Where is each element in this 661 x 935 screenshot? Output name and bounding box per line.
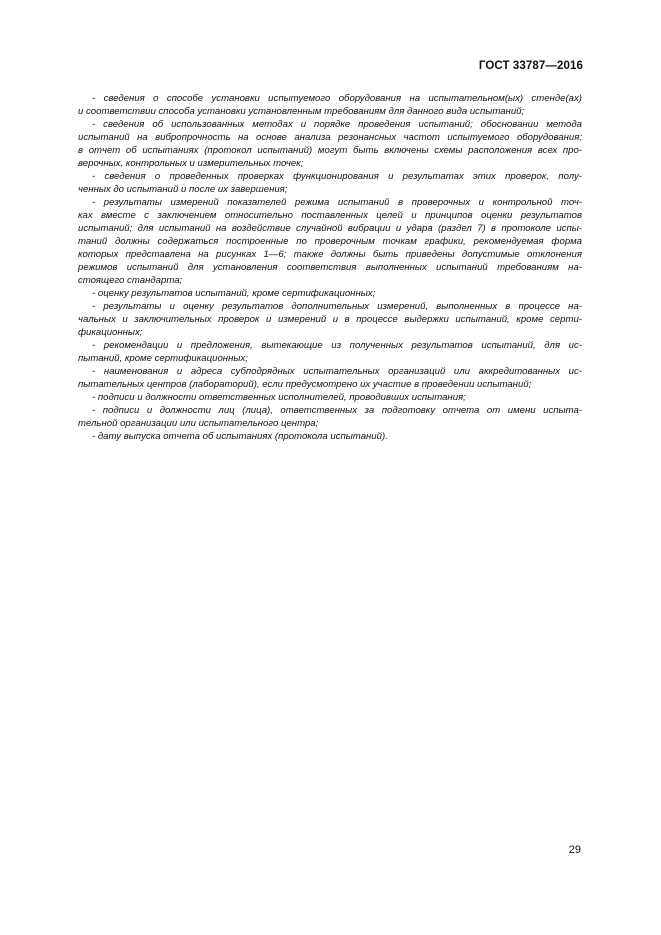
text-line: ках вместе с заключением относительно поставленных целей и принципов оценки результатов bbox=[78, 210, 582, 221]
text-line: испытаний; для испытаний на воздействие случайной вибрации и удара (раздел 7) в протоколе испы- bbox=[78, 223, 582, 234]
list-item bbox=[78, 365, 582, 391]
text-line: которых представлена на рисунках 1—6; также должны быть приведены допустимые отклонения bbox=[78, 249, 582, 260]
text-line: - результаты и оценку результатов дополнительных измерений, выполненных в процессе на- bbox=[92, 301, 582, 312]
text-line: чальных и заключительных проверок и измерений и в процессе выдержки испытаний, кроме серти- bbox=[78, 314, 582, 325]
text-line: режимов испытаний для установления соответствия выполненных испытаний требованиям на- bbox=[78, 262, 582, 273]
text-line: - сведения об использованных методах и порядке проведения испытаний; обосновании метода bbox=[92, 119, 582, 130]
list-item bbox=[78, 300, 582, 339]
text-line: - результаты измерений показателей режима испытаний в проверочных и контрольной точ- bbox=[92, 197, 582, 208]
text-line: и соответствии способа установки установленным требованиям для данного вида испытаний; bbox=[78, 106, 525, 117]
text-line: - рекомендации и предложения, вытекающие из полученных результатов испытаний, для ис- bbox=[92, 340, 582, 351]
text-line: пытательных центров (лабораторий), если предусмотрено их участие в проведении испытаний; bbox=[78, 379, 532, 390]
text-line: ченных до испытаний и после их завершения; bbox=[78, 184, 288, 195]
text-line: - наименования и адреса субподрядных испытательных организаций или аккредитованных ис- bbox=[92, 366, 582, 377]
text-line: - оценку результатов испытаний, кроме сертификационных; bbox=[92, 288, 376, 299]
text-line: пытаний, кроме сертификационных; bbox=[78, 353, 248, 364]
list-item bbox=[78, 391, 582, 404]
text-line: тельной организации или испытательного центра; bbox=[78, 418, 319, 429]
list-item bbox=[78, 287, 582, 300]
list-item bbox=[78, 404, 582, 430]
text-line: - дату выпуска отчета об испытаниях (протокола испытаний). bbox=[92, 431, 388, 442]
text-line: таний должны содержаться построенные по проверочным точкам графики, рекомендуемая форма bbox=[78, 236, 582, 247]
text-line: - подписи и должности ответственных исполнителей, проводивших испытания; bbox=[92, 392, 466, 403]
list-item bbox=[78, 196, 582, 287]
document-body bbox=[78, 92, 582, 443]
document-standard-code: ГОСТ 33787—2016 bbox=[478, 60, 583, 72]
text-line: в отчет об испытаниях (протокол испытаний) могут быть включены схемы расположения всех про- bbox=[78, 145, 582, 156]
text-line: - сведения о проведенных проверках функционирования и результатах этих проверок, полу- bbox=[92, 171, 582, 182]
list-item bbox=[78, 430, 582, 443]
text-line: верочных, контрольных и измерительных точек; bbox=[78, 158, 304, 169]
text-line: фикационных; bbox=[78, 327, 143, 338]
text-line: стоящего стандарта; bbox=[78, 275, 183, 286]
list-item bbox=[78, 339, 582, 365]
text-line: - подписи и должности лиц (лица), ответственных за подготовку отчета от имени испыта- bbox=[92, 405, 582, 416]
list-item bbox=[78, 92, 582, 118]
text-line: испытаний на вибропрочность на основе анализа резонансных частот испытуемого оборудования; bbox=[78, 132, 582, 143]
page-number: 29 bbox=[568, 844, 581, 856]
list-item bbox=[78, 118, 582, 170]
text-line: - сведения о способе установки испытуемого оборудования на испытательном(ых) стенде(ах) bbox=[92, 93, 582, 104]
list-item bbox=[78, 170, 582, 196]
